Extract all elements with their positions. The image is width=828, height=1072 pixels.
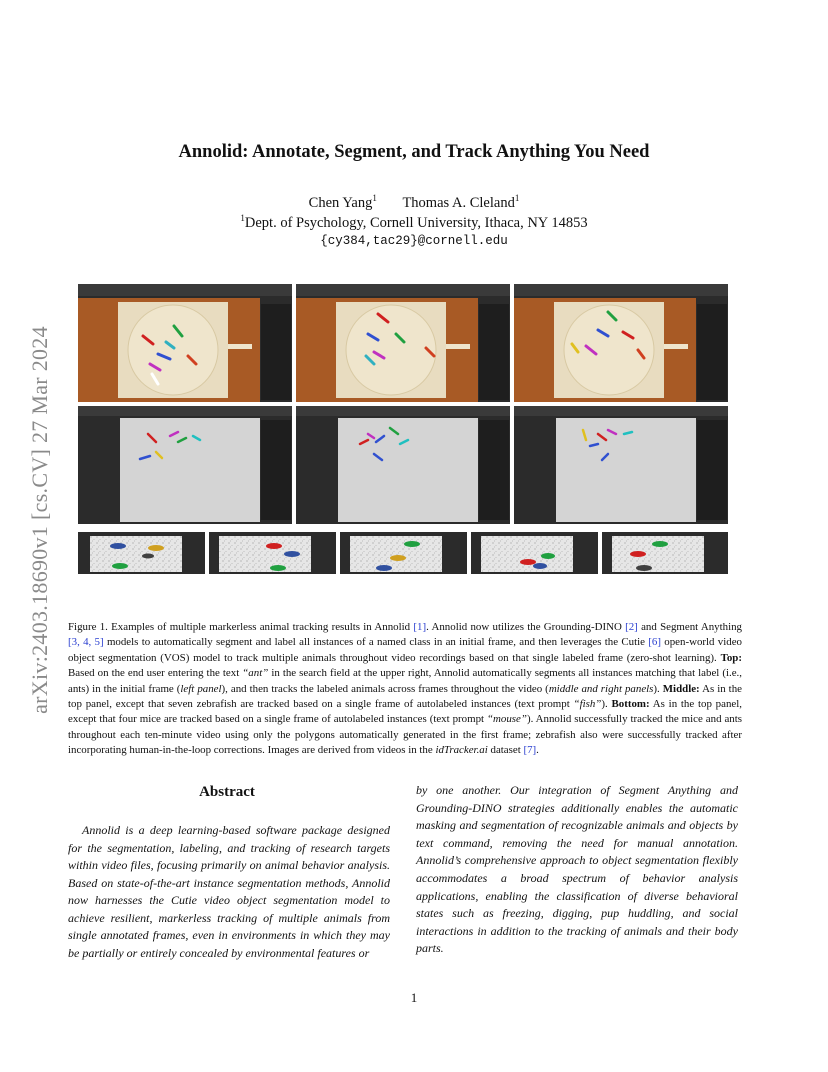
ant-panel-3	[514, 284, 728, 402]
abstract-heading: Abstract	[199, 784, 255, 800]
paper-title: Annolid: Annotate, Segment, and Track Anything You Need	[178, 142, 650, 162]
page-number: 1	[410, 990, 418, 1005]
figure-caption: Figure 1. Examples of multiple markerless animal tracking results in Annolid [1]. Annolid now utilizes the Grounding-DINO [2] and Segment Anything [3, 4, 5] models to automatically segment and label all instances of a named class in an initial frame, and then leverages the Cutie [6] open-world video object segmentation (VOS) model to track multiple animals throughout video recordings based on that single labeled frame (zero-shot learning). Top: Based on the end user entering the text “ant” in the search field at the upper right, Annolid automatically segments all instances matching that label (i.e., ants) in the initial frame (left panel), and then tracks the labeled animals across frames throughout the video (middle and right panels). Middle: As in the top panel, except that seven zebrafish are tracked based on a single frame of autolabeled instances (text prompt “fish”). Bottom: As in the top panel, except that four mice are tracked based on a single frame of autolabeled instances (text prompt “mouse”). Annolid successfully tracked the mice and ants throughout each ten-minute video using only the polygons automatically generated in the first frame; zebrafish also were successfully tracked after incorporating human-in-the-loop corrections. Images are derived from videos in the idTracker.ai dataset [7].	[68, 621, 743, 757]
author-email: {cy384,tac29}@cornell.edu	[320, 234, 508, 248]
citation-link[interactable]: [3, 4, 5]	[68, 636, 104, 649]
citation-link[interactable]: [1]	[413, 621, 427, 633]
zebrafish-panel-2	[296, 406, 510, 524]
figure-1	[78, 284, 728, 574]
citation-link[interactable]: [2]	[625, 621, 638, 633]
arxiv-identifier: arXiv:2403.18690v1 [cs.CV] 27 Mar 2024	[27, 326, 52, 714]
author-2: Thomas A. Cleland$^1$	[402, 193, 520, 211]
author-list	[0, 193, 828, 212]
citation-link[interactable]: [6]	[648, 636, 661, 649]
abstract-text-right: by one another. Our integration of Segment Anything and Grounding-DINO strategies additionally enables the automatic masking and segmentation of recognizable animals and objects by text command, removing the need for manual annotation. Annolid’s comprehensive approach to object segmentation flexibly accommodates a broad spectrum of behavior analysis applications, enabling the classification of diverse behavioral states such as freezing, digging, pup huddling, and social interactions in addition to the tracking of animals and their body parts.	[416, 783, 738, 956]
mouse-panel-3	[340, 532, 467, 574]
affiliation: $^1$Dept. of Psychology, Cornell University, Ithaca, NY 14853	[240, 213, 588, 231]
ant-panel-2	[296, 284, 510, 402]
mouse-panel-2	[209, 532, 336, 574]
figure-1-panels	[78, 284, 728, 574]
zebrafish-panel-3	[514, 406, 728, 524]
abstract-text-left: Annolid is a deep learning-based software package designed for the segmentation, labeling, and tracking of research targets within video files, focusing primarily on animal behavior analysis. Based on state-of-the-art instance segmentation methods, Annolid now harnesses the Cutie video object segmentation model to achieve resilient, markerless tracking of multiple animals from single annotated frames, even in environments in which they may be partially or entirely concealed by environmental features or	[68, 823, 390, 960]
author-1: Chen Yang$^1$	[308, 193, 377, 211]
mouse-panel-1	[78, 532, 205, 574]
ant-panel-1	[78, 284, 292, 402]
citation-link[interactable]: [7]	[523, 744, 537, 757]
mouse-panel-4	[471, 532, 598, 574]
zebrafish-panel-1	[78, 406, 292, 524]
mouse-panel-5	[602, 532, 728, 574]
